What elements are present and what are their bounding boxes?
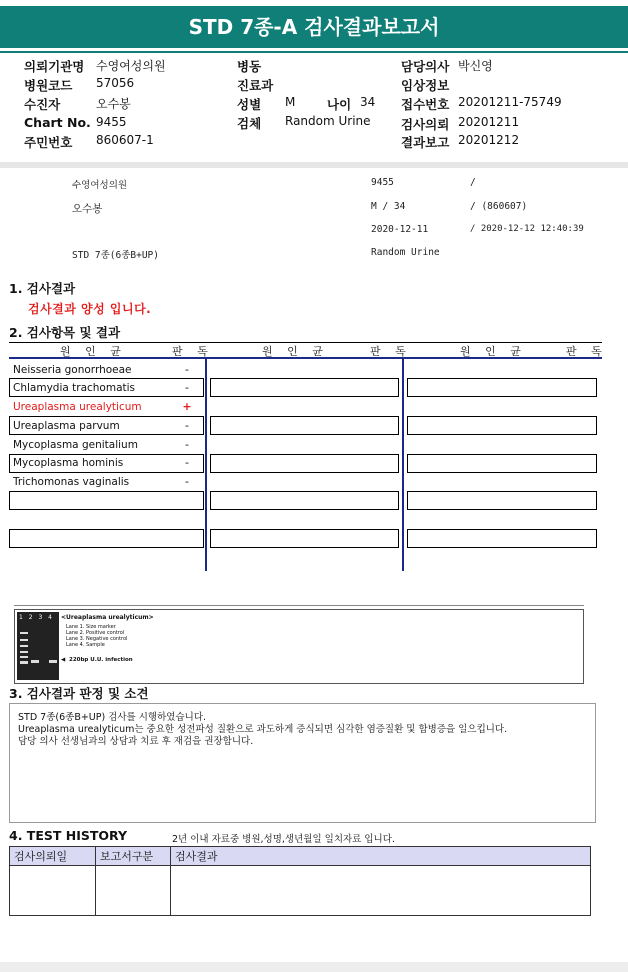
receipt-no-label: 접수번호	[401, 97, 450, 112]
history-cell	[96, 866, 171, 916]
chart-no-label: Chart No.	[24, 115, 91, 130]
chart-no-value: 9455	[96, 115, 127, 129]
header-separator	[0, 162, 628, 168]
receipt-no-value: 20201211-75749	[458, 95, 562, 109]
row-box	[210, 378, 399, 397]
result-neisseria: -	[185, 363, 189, 376]
history-note: 2년 이내 자료중 병원,성명,생년월일 일치자료 입니다.	[172, 834, 395, 845]
report-title: STD 7종-A 검사결과보고서	[188, 15, 440, 39]
age-label: 나이	[327, 97, 352, 112]
organism-ureaplasma-parvum: Ureaplasma parvum	[13, 420, 120, 432]
summary-name: 오수봉	[72, 203, 103, 215]
section1-title: 1. 검사결과	[9, 281, 76, 296]
opinion-line-1: STD 7종(6종B+UP) 검사를 시행하였습니다.	[18, 712, 207, 723]
col3-result-header: 판 독	[566, 345, 608, 358]
gel-top-line	[14, 605, 584, 606]
gel-lane-numbers: 1 2 3 4	[19, 614, 54, 621]
history-col-result: 검사결과	[171, 847, 591, 866]
history-col-report-type: 보고서구분	[96, 847, 171, 866]
result-positive-text: 검사결과 양성 입니다.	[28, 302, 152, 316]
row-box	[210, 454, 399, 473]
organism-trichomonas: Trichomonas vaginalis	[13, 476, 130, 488]
col1-organism-header: 원 인 균	[60, 345, 127, 358]
request-date-label: 검사의뢰	[401, 117, 450, 132]
col1-result-header: 판 독	[172, 345, 214, 358]
summary-slash: /	[470, 177, 476, 188]
row-box	[407, 454, 597, 473]
summary-hospital: 수영여성의원	[72, 180, 128, 191]
gel-legend-3: Lane 3. Negative control	[66, 636, 128, 642]
row-box	[407, 416, 597, 435]
result-trichomonas: -	[185, 475, 189, 488]
gel-legend-1: Lane 1. Size marker	[66, 624, 116, 630]
row-box	[9, 529, 204, 548]
patient-name-value: 오수봉	[96, 97, 131, 111]
report-date-value: 20201212	[458, 133, 520, 147]
organism-mycoplasma-genitalium: Mycoplasma genitalium	[13, 439, 138, 451]
result-mycoplasma-genitalium: -	[185, 438, 189, 451]
hospital-name-label: 의뢰기관명	[24, 59, 85, 74]
col3-organism-header: 원 인 균	[460, 345, 527, 358]
doctor-label: 담당의사	[401, 59, 450, 74]
summary-date2: / 2020-12-12 12:40:39	[470, 224, 584, 234]
sex-label: 성별	[237, 97, 262, 112]
row-box	[210, 491, 399, 510]
history-cell	[171, 866, 591, 916]
resident-no-value: 860607-1	[96, 133, 154, 147]
footer-bar	[0, 962, 628, 972]
hospital-code-label: 병원코드	[24, 78, 73, 93]
column-divider-1	[205, 357, 207, 571]
clinical-info-label: 임상정보	[401, 78, 450, 93]
hospital-code-value: 57056	[96, 76, 135, 90]
summary-id: / (860607)	[470, 201, 528, 212]
section4-title: 4. TEST HISTORY	[9, 828, 128, 843]
sex-value: M	[285, 95, 296, 109]
summary-test: STD 7종(6종B+UP)	[72, 250, 159, 261]
specimen-value: Random Urine	[285, 114, 371, 128]
summary-chart: 9455	[371, 177, 394, 188]
gel-legend-2: Lane 2. Positive control	[66, 630, 125, 636]
row-box	[9, 491, 204, 510]
row-box	[210, 529, 399, 548]
organism-mycoplasma-hominis: Mycoplasma hominis	[13, 457, 124, 469]
row-box	[407, 378, 597, 397]
row-box	[407, 529, 597, 548]
result-ureaplasma-parvum: -	[185, 419, 189, 432]
organism-chlamydia: Chlamydia trachomatis	[13, 382, 136, 394]
opinion-line-2: Ureaplasma urealyticum는 중요한 성전파성 질환으로 과도하게 증식되면 심각한 염증질환 및 합병증을 일으킵니다.	[18, 724, 508, 735]
gel-arrow-icon: ◀	[61, 657, 66, 663]
title-divider	[0, 51, 628, 53]
gel-band-label: 220bp U.U. infection	[69, 657, 133, 663]
gel-legend-4: Lane 4. Sample	[66, 642, 105, 648]
history-col-request-date: 검사의뢰일	[10, 847, 96, 866]
organism-ureaplasma-urealyticum: Ureaplasma urealyticum	[13, 401, 142, 413]
patient-name-label: 수진자	[24, 97, 61, 112]
result-chlamydia: -	[185, 381, 189, 394]
result-mycoplasma-hominis: -	[185, 456, 189, 469]
col2-organism-header: 원 인 균	[262, 345, 329, 358]
organism-neisseria: Neisseria gonorrhoeae	[13, 364, 132, 376]
specimen-label: 검체	[237, 116, 262, 131]
section2-title: 2. 검사항목 및 결과	[9, 325, 121, 340]
column-divider-2	[402, 357, 404, 571]
report-date-label: 결과보고	[401, 135, 450, 150]
col2-result-header: 판 독	[370, 345, 412, 358]
summary-date1: 2020-12-11	[371, 224, 429, 235]
doctor-value: 박신영	[458, 59, 493, 73]
section3-title: 3. 검사결과 판정 및 소견	[9, 686, 149, 701]
summary-sex-age: M / 34	[371, 201, 406, 212]
gel-electrophoresis-image	[17, 612, 59, 680]
opinion-line-3: 담당 의사 선생님과의 상담과 치료 후 재검을 권장합니다.	[18, 736, 254, 747]
result-ureaplasma-urealyticum: +	[182, 400, 192, 413]
history-cell	[10, 866, 96, 916]
resident-no-label: 주민번호	[24, 135, 73, 150]
row-box	[210, 416, 399, 435]
row-box	[407, 491, 597, 510]
ward-label: 병동	[237, 59, 262, 74]
request-date-value: 20201211	[458, 115, 520, 129]
summary-specimen: Random Urine	[371, 247, 440, 258]
age-value: 34	[360, 95, 376, 109]
hospital-name-value: 수영여성의원	[96, 59, 166, 73]
test-history-table	[9, 846, 591, 916]
department-label: 진료과	[237, 78, 274, 93]
gel-title: <Ureaplasma urealyticum>	[61, 614, 154, 621]
